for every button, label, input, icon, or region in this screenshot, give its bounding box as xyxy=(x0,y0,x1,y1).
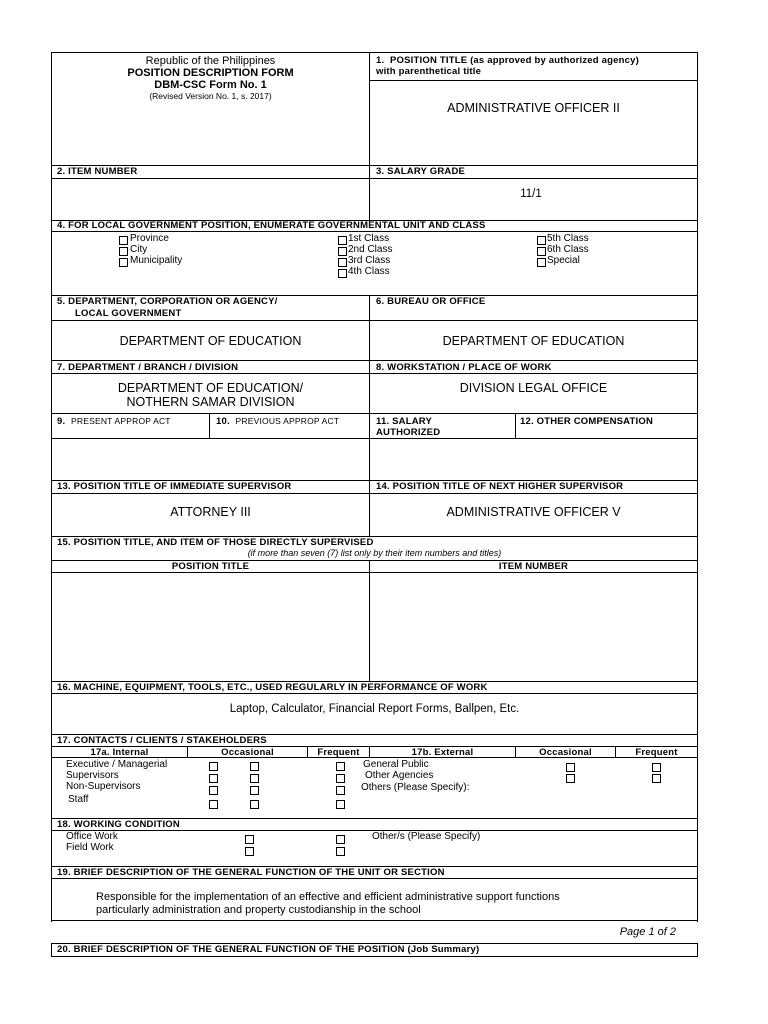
executive-occasional-checkbox[interactable] xyxy=(209,762,218,771)
class-5th-checkbox[interactable] xyxy=(537,236,546,245)
next-supervisor-value[interactable]: ADMINISTRATIVE OFFICER V xyxy=(446,505,621,519)
s15-note: (if more than seven (7) list only by their item numbers and titles) xyxy=(247,548,502,558)
staff-occasional-checkbox-2[interactable] xyxy=(250,800,259,809)
contact-supervisors-label: Supervisors xyxy=(66,770,119,781)
field-work-label: Field Work xyxy=(66,842,114,853)
s10-label: 10. PREVIOUS APPROP ACT xyxy=(216,416,340,427)
municipality-checkbox[interactable] xyxy=(119,258,128,267)
executive-frequent-checkbox[interactable] xyxy=(336,762,345,771)
form-revision: (Revised Version No. 1, s. 2017) xyxy=(149,91,272,101)
general-public-occasional-checkbox[interactable] xyxy=(566,763,575,772)
office-work-frequent-checkbox[interactable] xyxy=(336,835,345,844)
division-value-1[interactable]: DEPARTMENT OF EDUCATION/ xyxy=(117,381,304,395)
s1-label-2: with parenthetical title xyxy=(376,66,482,77)
workstation-value[interactable]: DIVISION LEGAL OFFICE xyxy=(459,381,608,395)
province-label: Province xyxy=(130,233,169,244)
department-value[interactable]: DEPARTMENT OF EDUCATION xyxy=(119,334,302,348)
class-5th-label: 5th Class xyxy=(547,233,589,244)
s11-label-2: AUTHORIZED xyxy=(376,427,441,438)
s5-label: 5. DEPARTMENT, CORPORATION OR AGENCY/ xyxy=(57,296,278,307)
field-work-occasional-checkbox[interactable] xyxy=(245,847,254,856)
s19-label: 19. BRIEF DESCRIPTION OF THE GENERAL FUNCTION OF THE UNIT OR SECTION xyxy=(57,867,445,878)
s20-label: 20. BRIEF DESCRIPTION OF THE GENERAL FUNCTION OF THE POSITION (Job Summary) xyxy=(57,944,480,955)
s15-col-item-number: ITEM NUMBER xyxy=(498,561,569,572)
s17a-frequent-header: Frequent xyxy=(317,747,360,758)
s12-label: 12. OTHER COMPENSATION xyxy=(520,416,654,427)
contact-general-public-label: General Public xyxy=(363,759,429,770)
city-label: City xyxy=(130,244,148,255)
class-4th-checkbox[interactable] xyxy=(338,269,347,278)
other-agencies-occasional-checkbox[interactable] xyxy=(566,774,575,783)
office-work-occasional-checkbox[interactable] xyxy=(245,835,254,844)
s15-col-position-title: POSITION TITLE xyxy=(171,561,250,572)
non-supervisors-frequent-checkbox[interactable] xyxy=(336,786,345,795)
staff-occasional-checkbox[interactable] xyxy=(209,800,218,809)
form-header xyxy=(52,55,369,101)
s17a-occasional-header: Occasional xyxy=(221,747,274,758)
s17b-occasional-header: Occasional xyxy=(539,747,592,758)
supervisors-occasional-checkbox[interactable] xyxy=(209,774,218,783)
s3-label: 3. SALARY GRADE xyxy=(376,166,466,177)
page-indicator: Page 1 of 2 xyxy=(619,926,676,938)
supervisors-frequent-checkbox[interactable] xyxy=(336,774,345,783)
class-4th-label: 4th Class xyxy=(348,266,390,277)
s7-label: 7. DEPARTMENT / BRANCH / DIVISION xyxy=(57,362,239,373)
class-2nd-checkbox[interactable] xyxy=(338,247,347,256)
supervisors-occasional-checkbox-2[interactable] xyxy=(250,774,259,783)
bureau-value[interactable]: DEPARTMENT OF EDUCATION xyxy=(442,334,625,348)
staff-frequent-checkbox[interactable] xyxy=(336,800,345,809)
other-agencies-frequent-checkbox[interactable] xyxy=(652,774,661,783)
s1-label: 1. POSITION TITLE (as approved by authorized agency) xyxy=(376,55,639,66)
s18-label: 18. WORKING CONDITION xyxy=(57,819,180,830)
other-conditions-label: Other/s (Please Specify) xyxy=(372,831,481,842)
class-special-label: Special xyxy=(547,255,580,266)
class-3rd-label: 3rd Class xyxy=(348,255,391,266)
class-6th-checkbox[interactable] xyxy=(537,247,546,256)
contact-others-label: Others (Please Specify): xyxy=(361,782,470,793)
division-value-2[interactable]: NOTHERN SAMAR DIVISION xyxy=(126,395,295,409)
non-supervisors-occasional-checkbox-2[interactable] xyxy=(250,786,259,795)
contact-staff-label: Staff xyxy=(68,794,89,805)
s17b-frequent-header: Frequent xyxy=(635,747,678,758)
province-checkbox[interactable] xyxy=(119,236,128,245)
general-public-frequent-checkbox[interactable] xyxy=(652,763,661,772)
class-1st-checkbox[interactable] xyxy=(338,236,347,245)
s6-label: 6. BUREAU OR OFFICE xyxy=(376,296,486,307)
class-special-checkbox[interactable] xyxy=(537,258,546,267)
city-checkbox[interactable] xyxy=(119,247,128,256)
s11-label: 11. SALARY xyxy=(376,416,433,427)
executive-occasional-checkbox-2[interactable] xyxy=(250,762,259,771)
s4-label: 4. FOR LOCAL GOVERNMENT POSITION, ENUMERATE GOVERNMENTAL UNIT AND CLASS xyxy=(57,220,486,231)
unit-function-text[interactable]: Responsible for the implementation of an effective and efficient administrative support functions particularly administration and property custodianship in the school xyxy=(96,891,560,916)
s9-label: 9. PRESENT APPROP ACT xyxy=(57,416,171,427)
s17-label: 17. CONTACTS / CLIENTS / STAKEHOLDERS xyxy=(57,735,267,746)
form-number: DBM-CSC Form No. 1 xyxy=(154,79,267,91)
s15-label: 15. POSITION TITLE, AND ITEM OF THOSE DIRECTLY SUPERVISED xyxy=(57,537,374,548)
non-supervisors-occasional-checkbox[interactable] xyxy=(209,786,218,795)
s5-label-2: LOCAL GOVERNMENT xyxy=(75,308,182,319)
s14-label: 14. POSITION TITLE OF NEXT HIGHER SUPERVISOR xyxy=(376,481,624,492)
s8-label: 8. WORKSTATION / PLACE OF WORK xyxy=(376,362,552,373)
s17b-header: 17b. External xyxy=(411,747,474,758)
contact-other-agencies-label: Other Agencies xyxy=(365,770,434,781)
field-work-frequent-checkbox[interactable] xyxy=(336,847,345,856)
republic-text: Republic of the Philippines xyxy=(145,55,276,67)
s17a-header: 17a. Internal xyxy=(90,747,149,758)
s2-label: 2. ITEM NUMBER xyxy=(57,166,138,177)
contact-non-supervisors-label: Non-Supervisors xyxy=(66,781,141,792)
class-1st-label: 1st Class xyxy=(348,233,390,244)
s16-label: 16. MACHINE, EQUIPMENT, TOOLS, ETC., USED REGULARLY IN PERFORMANCE OF WORK xyxy=(57,682,488,693)
immediate-supervisor-value[interactable]: ATTORNEY III xyxy=(170,505,251,519)
class-3rd-checkbox[interactable] xyxy=(338,258,347,267)
form-title: POSITION DESCRIPTION FORM xyxy=(127,67,294,79)
salary-grade-value[interactable]: 11/1 xyxy=(520,188,542,200)
s13-label: 13. POSITION TITLE OF IMMEDIATE SUPERVISOR xyxy=(57,481,292,492)
position-title-value[interactable]: ADMINISTRATIVE OFFICER II xyxy=(447,101,620,115)
class-2nd-label: 2nd Class xyxy=(348,244,393,255)
equipment-value[interactable]: Laptop, Calculator, Financial Report Forms, Ballpen, Etc. xyxy=(229,703,520,715)
contact-executive-label: Executive / Managerial xyxy=(66,759,168,770)
municipality-label: Municipality xyxy=(130,255,183,266)
class-6th-label: 6th Class xyxy=(547,244,589,255)
office-work-label: Office Work xyxy=(66,831,118,842)
